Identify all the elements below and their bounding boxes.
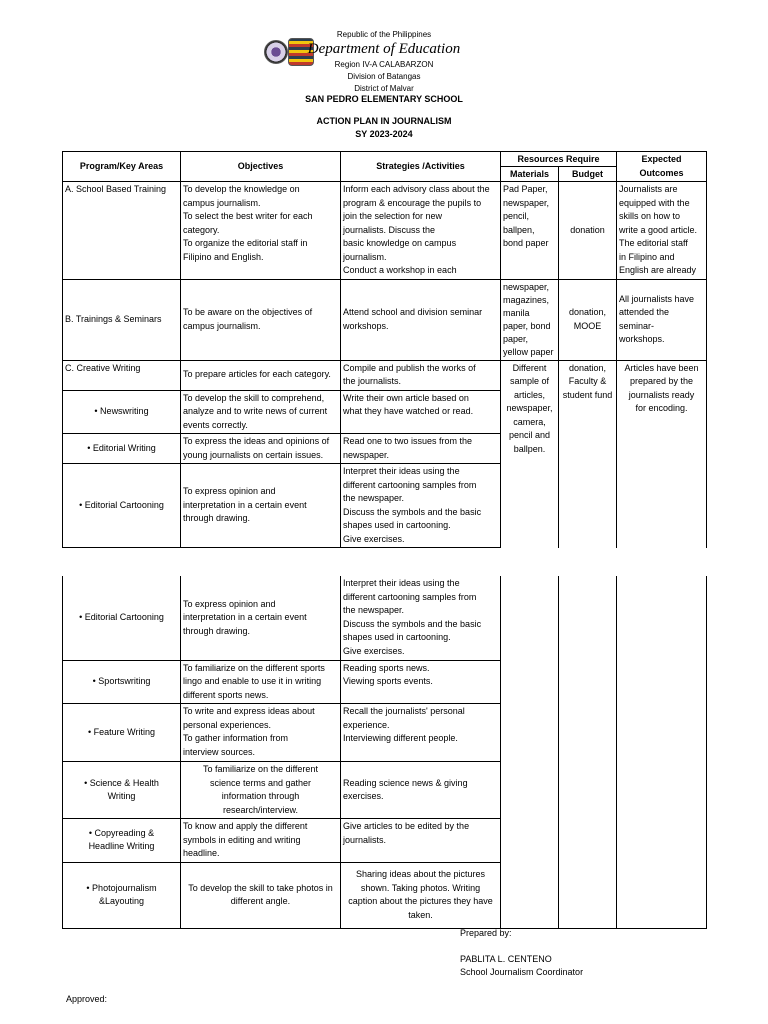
program-cell: C. Creative Writing [63, 360, 181, 390]
program-cell: • Feature Writing [63, 704, 181, 762]
program-cell: • Editorial Cartooning [63, 464, 181, 548]
program-cell: • Copyreading & Headline Writing [63, 819, 181, 863]
objectives-cell: To be aware on the objectives of campus journalism. [181, 279, 341, 360]
program-cell: • Editorial Cartooning [63, 576, 181, 660]
objectives-cell: To prepare articles for each category. [181, 360, 341, 390]
col-header-program: Program/Key Areas [63, 152, 181, 182]
department-line: Department of Education [307, 41, 461, 57]
school-name: SAN PEDRO ELEMENTARY SCHOOL [305, 94, 463, 104]
objectives-cell: To develop the skill to comprehend, analyze and to write news of current events correctly. [181, 390, 341, 434]
region-line: Region IV-A CALABARZON [334, 60, 434, 69]
objectives-cell: To know and apply the different symbols in editing and writing headline. [181, 819, 341, 863]
table-row [63, 182, 707, 280]
strategies-cell: Read one to two issues from the newspaper. [341, 434, 501, 464]
school-year: SY 2023-2024 [355, 129, 413, 139]
division-line: Division of Batangas [347, 72, 421, 81]
objectives-cell: To familiarize on the different sports lingo and enable to use it in writing different sports news. [181, 660, 341, 704]
outcomes-cell [617, 576, 707, 928]
action-plan-table-page2 [62, 576, 707, 929]
col-header-budget: Budget [559, 167, 617, 182]
table-row [63, 576, 707, 660]
program-cell: A. School Based Training [63, 182, 181, 280]
district-line: District of Malvar [354, 84, 414, 93]
outcomes-cell: All journalists have attended the seminar- workshops. [617, 279, 707, 360]
objectives-cell: To familiarize on the different science terms and gather information through research/interview. [181, 762, 341, 819]
republic-line: Republic of the Philippines [336, 30, 432, 39]
col-header-resources: Resources Require [501, 152, 617, 167]
strategies-cell: Recall the journalists' personal experience. Interviewing different people. [341, 704, 501, 762]
prepared-by-label: Prepared by: [460, 928, 512, 938]
outcomes-cell: Articles have been prepared by the journalists ready for encoding. [617, 360, 707, 548]
program-cell: • Science & Health Writing [63, 762, 181, 819]
materials-cell: newspaper, magazines, manila paper, bond paper, yellow paper [501, 279, 559, 360]
materials-cell: Different sample of articles, newspaper, camera, pencil and ballpen. [501, 360, 559, 548]
materials-cell: Pad Paper, newspaper, pencil, ballpen, bond paper [501, 182, 559, 280]
action-plan-table-page1 [62, 151, 707, 548]
plan-title: ACTION PLAN IN JOURNALISM [316, 116, 452, 126]
strategies-cell: Give articles to be edited by the journalists. [341, 819, 501, 863]
strategies-cell: Interpret their ideas using the different cartooning samples from the newspaper. Discuss the symbols and the basic shapes used in cartooning. Give exercises. [341, 576, 501, 660]
table-row [63, 279, 707, 360]
strategies-cell: Reading sports news. Viewing sports events. [341, 660, 501, 704]
objectives-cell: To develop the skill to take photos in different angle. [181, 862, 341, 928]
budget-cell [559, 576, 617, 928]
strategies-cell: Interpret their ideas using the different cartooning samples from the newspaper. Discuss the symbols and the basic shapes used in cartooning. Give exercises. [341, 464, 501, 548]
objectives-cell: To express opinion and interpretation in a certain event through drawing. [181, 576, 341, 660]
col-header-strategies: Strategies /Activities [341, 152, 501, 182]
program-cell: B. Trainings & Seminars [63, 279, 181, 360]
table-row [63, 360, 707, 390]
program-cell: • Newswriting [63, 390, 181, 434]
objectives-cell: To express opinion and interpretation in a certain event through drawing. [181, 464, 341, 548]
materials-cell [501, 576, 559, 928]
objectives-cell: To develop the knowledge on campus journalism. To select the best writer for each category. To organize the editorial staff in Filipino and English. [181, 182, 341, 280]
col-header-materials: Materials [501, 167, 559, 182]
strategies-cell: Sharing ideas about the pictures shown. Taking photos. Writing caption about the pictures they have taken. [341, 862, 501, 928]
strategies-cell: Inform each advisory class about the program & encourage the pupils to join the selection for new journalists. Discuss the basic knowledge on campus journalism. Conduct a workshop in each [341, 182, 501, 280]
budget-cell: donation, MOOE [559, 279, 617, 360]
budget-cell: donation [559, 182, 617, 280]
strategies-cell: Attend school and division seminar workshops. [341, 279, 501, 360]
strategies-cell: Write their own article based on what they have watched or read. [341, 390, 501, 434]
budget-cell: donation, Faculty & student fund [559, 360, 617, 548]
approved-label: Approved: [66, 994, 108, 1004]
strategies-cell: Compile and publish the works of the journalists. [341, 360, 501, 390]
prepared-by-name: PABLITA L. CENTENO [460, 954, 552, 964]
outcomes-cell: Journalists are equipped with the skills on how to write a good article. The editorial staff in Filipino and English are already [617, 182, 707, 280]
prepared-by-title: School Journalism Coordinator [460, 967, 584, 977]
program-cell: • Photojournalism &Layouting [63, 862, 181, 928]
program-cell: • Sportswriting [63, 660, 181, 704]
strategies-cell: Reading science news & giving exercises. [341, 762, 501, 819]
objectives-cell: To express the ideas and opinions of young journalists on certain issues. [181, 434, 341, 464]
col-header-outcomes: Expected Outcomes [617, 152, 707, 182]
objectives-cell: To write and express ideas about personal experiences. To gather information from interview sources. [181, 704, 341, 762]
program-cell: • Editorial Writing [63, 434, 181, 464]
col-header-objectives: Objectives [181, 152, 341, 182]
